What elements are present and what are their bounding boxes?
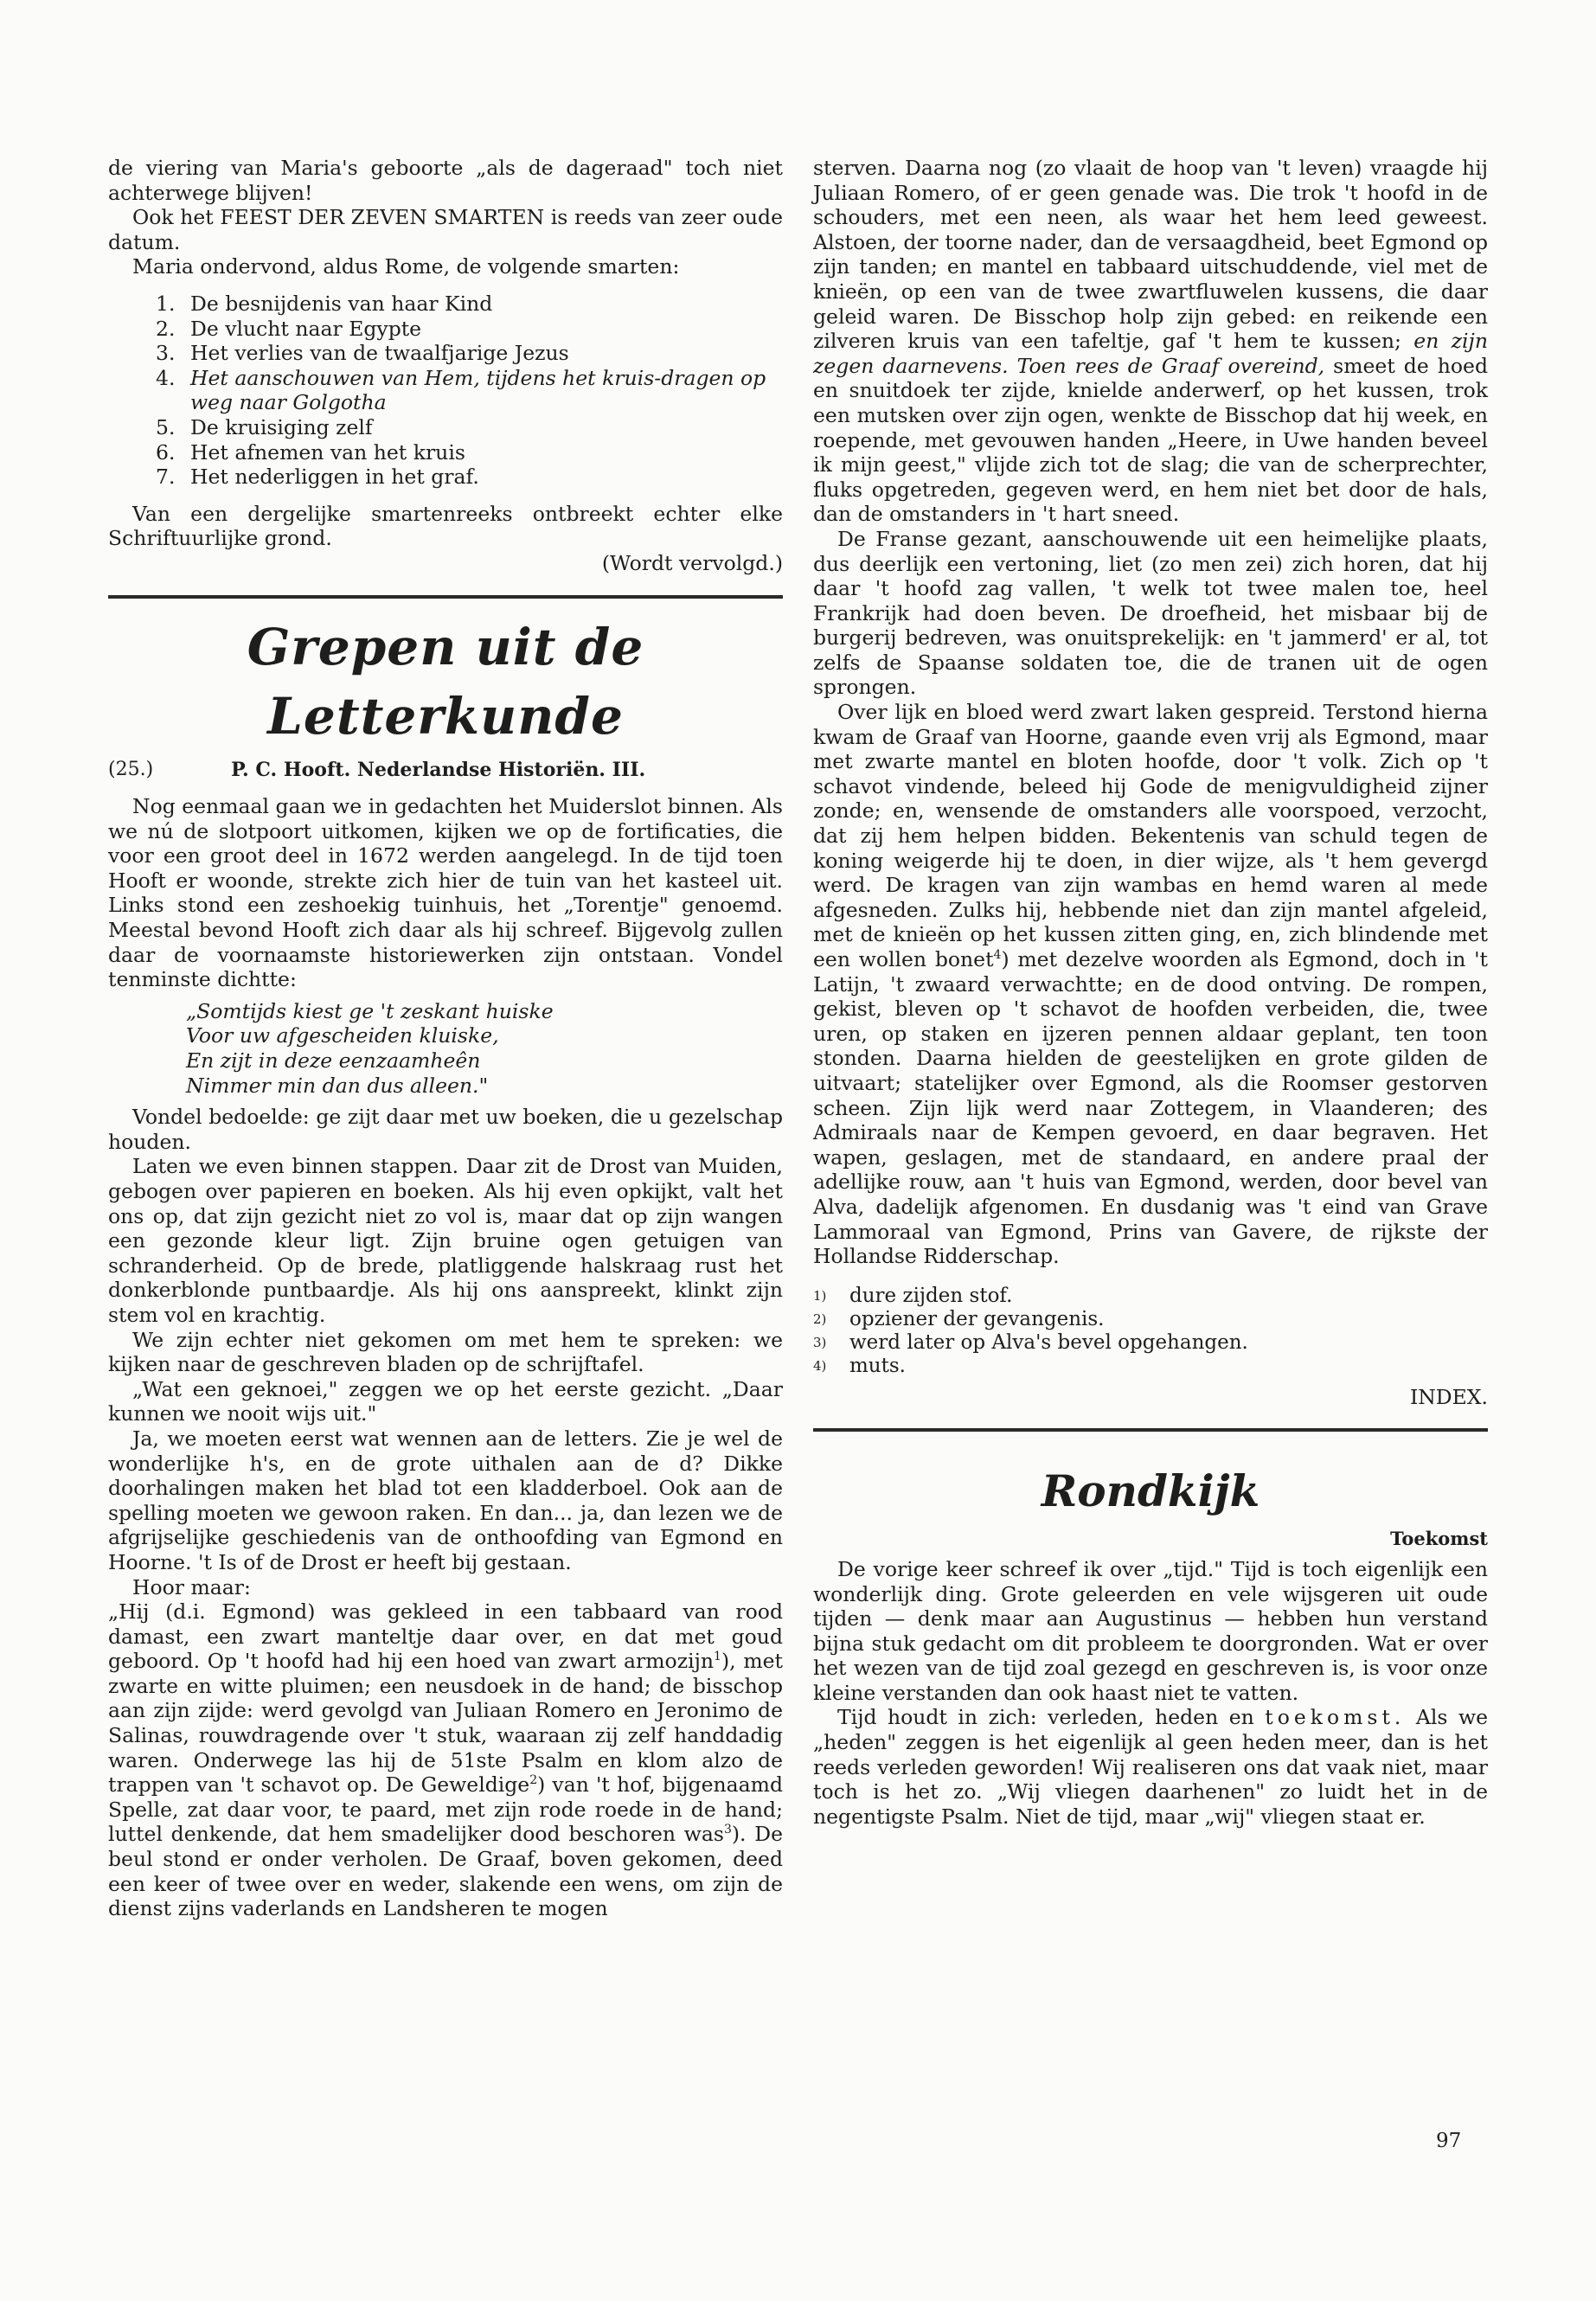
poem <box>108 999 783 1098</box>
poem-line: Voor uw afgescheiden kluiske, <box>186 1023 499 1048</box>
paragraph: De vorige keer schreef ik over „tijd." Tijd is toch eigenlijk een wonderlijk ding. Grote geleerden en vele wijsgeren uit oude tijden — denk maar aan Augustinus — hebben hun verstand bijna stuk gedacht om dit probleem te doorgronden. Wat er over het wezen van de tijd zoal gezegd en geschreven is, is voor onze kleine verstanden dan ook haast niet te vatten. <box>813 1556 1488 1705</box>
paragraph: De Franse gezant, aanschouwende uit een heimelijke plaats, dus deerlijk een vertoning, liet (zo men zei) zich horen, dat hij daar 't hoofd zag vallen, 't welk tot twee malen toe, heel Frankrijk had doen beven. De droefheid, het misbaar bij de burgerij bedreven, was onuitsprekelijk: en 't jammerd' er al, tot zelfs de Spaanse soldaten toe, die de tranen uit de ogen sprongen. <box>813 526 1488 700</box>
paragraph: Nog eenmaal gaan we in gedachten het Muiderslot binnen. Als we nú de slotpoort uitkomen, kijken we op de fortificaties, die voor een groot deel in 1672 werden aangelegd. In de tijd toen Hooft er woonde, strekte zich hier de tuin van het kasteel uit. Links stond een zeshoekig tuinhuis, het „Torentje" genoemd. Meestal bevond Hooft zich daar als hij schreef. Bijgevolg zullen daar de voornaamste historiewerken zijn ontstaan. Vondel tenminste dichtte: <box>108 794 783 992</box>
paragraph: Ook het FEEST DER ZEVEN SMARTEN is reeds van zeer oude datum. <box>108 205 783 254</box>
footnote: 1) dure zijden stof. <box>813 1284 1013 1307</box>
paragraph: Hoor maar: <box>132 1574 251 1599</box>
series-number: (25.) <box>108 758 154 780</box>
paragraph: Over lijk en bloed werd zwart laken gespreid. Terstond hierna kwam de Graaf van Hoorne, gaande even vrij als Egmond, maar met zwarte mantel en bloten hoofde, door 't volk. Zich op 't schavot vindende, beleed hij Gode de menigvuldigheid zijner zonde; en, wensende de omstanders alle voorspoed, verzocht, dat zij hem helpen bidden. Bekentenis van schuld tegen de koning weigerde hij te doen, in dier wijze, als 't hem gevergd werd. De kragen van zijn wambas en hemd waren al mede afgesneden. Zulks hij, hebbende niet dan zijn mantel afgeleid, met de knieën op het kussen zitten ging, en, zich blindende met een wollen bonet$^4$) met dezelve woorden als Egmond, doch in 't Latijn, 't zwaard verwachtte; en de dood ontving. De rompen, gekist, bleven op 't schavot de hoofden verbeiden, die, twee uren, op staken en ijzeren pennen aldaar geplant, ten toon stonden. Daarna hielden de geestelijken en grote gilden de uitvaart; statelijker over Egmond, als die Roomser gestorven scheen. Zijn lijk werd naar Zottegem, in Vlaanderen; des Admiraals naar de Kempen gevoerd, en daar begraven. Het wapen, geslagen, met de standaard, en andere praal der adellijke rouw, aan 't huis van Egmond, werden, door bevel van Alva, dadelijk afgenomen. En dusdanig was 't eind van Grave Lammoraal van Egmond, Prins van Gavere, de rijkste der Hollandse Ridderschap. <box>813 700 1488 1269</box>
page-number: 97 <box>1436 2130 1462 2152</box>
footnote: 4) muts. <box>813 1354 906 1377</box>
list-item: 6. Het afnemen van het kruis <box>156 439 465 465</box>
section-divider <box>108 595 783 599</box>
section-divider <box>813 1428 1488 1432</box>
list-item: 1. De besnijdenis van haar Kind <box>156 291 493 316</box>
quoted-paragraph: „Hij (d.i. Egmond) was gekleed in een tabbaard van rood damast, een zwart manteltje daar over, en dat met goud geboord. Op 't hoofd had hij een hoed van zwart armozijn$^1$), met zwarte en witte pluimen; een neusdoek in de hand; de bisschop aan zijn zijde: werd gevolgd van Juliaan Romero en Jeronimo de Salinas, rouwdragende over 't stuk, waaraan zij zelf handdadig waren. Onderwege las hij de 51ste Psalm en klom alzo de trappen van 't schavot op. De Geweldige$^2$) van 't hof, bijgenaamd Spelle, zat daar voor, te paard, met zijn rode roede in de hand; luttel denkende, dat hem smadelijker dood beschoren was$^3$). De beul stond er onder verholen. De Graaf, boven gekomen, deed een keer of twee over en weder, slakende een wens, om zijn de dienst zijns vaderlands en Landsheren te mogen <box>108 1599 784 1921</box>
footnotes <box>813 1285 1488 1378</box>
paragraph: Tijd houdt in zich: verleden, heden en toekomst. Als we „heden" zeggen is het eigenlijk al geen heden meer, dan is het reeds verleden geworden! Wij realiseren ons dat vaak niet, maar toch is het zo. „Wij vliegen daarhenen" zo luidt het in de negentigste Psalm. Niet de tijd, maar „wij" vliegen staat er. <box>813 1705 1488 1829</box>
paragraph: Laten we even binnen stappen. Daar zit de Drost van Muiden, gebogen over papieren en boeken. Als hij even opkijkt, valt het ons op, dat zijn gezicht niet zo vol is, maar dat op zijn wangen een gezonde kleur ligt. Zijn bruine ogen getuigen van schranderheid. Op de brede, platliggende halskraag rust het donkerblonde puntbaardje. Als hij ons aanspreekt, klinkt zijn stem vol en krachtig. <box>108 1154 783 1327</box>
paragraph: Vondel bedoelde: ge zijt daar met uw boeken, die u gezelschap houden. <box>108 1105 783 1154</box>
paragraph: Van een dergelijke smartenreeks ontbreekt echter elke Schriftuurlijke grond. <box>108 501 783 551</box>
section-heading: Rondkijk <box>1041 1465 1260 1517</box>
subheading: Toekomst <box>1390 1528 1488 1550</box>
list-item: 5. De kruisiging zelf <box>156 414 373 439</box>
paragraph: „Wat een geknoei," zeggen we op het eerste gezicht. „Daar kunnen we nooit wijs uit." <box>108 1376 783 1426</box>
footnote: 3) werd later op Alva's bevel opgehangen. <box>813 1330 1248 1354</box>
list-item: 2. De vlucht naar Egypte <box>156 316 422 341</box>
section-heading: Grepen uit de Letterkunde <box>247 617 644 746</box>
paragraph: We zijn echter niet gekomen om met hem te spreken: we kijken naar de geschreven bladen op de schrijftafel. <box>108 1327 783 1377</box>
paragraph: sterven. Daarna nog (zo vlaait de hoop van 't leven) vraagde hij Juliaan Romero, of er geen genade was. Die trok 't hoofd in de schouders, met een neen, als waar het hem leed geweest. Alstoen, der toorne nader, dan de versaagdheid, beet Egmond op zijn tanden; en mantel en tabbaard uitschuddende, viel met de knieën, op een van de twee zwartfluwelen kussens, die daar geleid waren. De Bisschop holp zijn gebed: en reikende een zilveren kruis van een tafeltje, gaf 't hem te kussen; en zijn zegen daarnevens. Toen rees de Graaf overeind, smeet de hoed en snuitdoek ter zijde, knielde anderwerf, op het kussen, trok een mutsken over zijn ogen, wenkte de Bisschop dat hij week, en roepende, met gevouwen handen „Heere, in Uwe handen beveel ik mijn geest," vlijde zich tot de slag; die van de scherprechter, fluks opgetreden, gegeven werd, en hem niet bet door de hals, dan de omstanders in 't hart sneed. <box>813 156 1488 527</box>
list-item: 4. Het aanschouwen van Hem, tijdens het kruis-dragen op weg naar Golgotha <box>156 365 766 415</box>
poem-line: Nimmer min dan dus alleen." <box>186 1073 489 1098</box>
smarten-list <box>108 292 783 490</box>
poem-line: En zijt in deze eenzaamheên <box>186 1048 481 1074</box>
author-signature: INDEX. <box>1409 1384 1488 1409</box>
right-column <box>813 156 1488 1829</box>
list-item: 3. Het verlies van de twaalfjarige Jezus <box>156 341 569 366</box>
poem-line: „Somtijds kiest ge 't zeskant huiske <box>186 998 554 1023</box>
article-title: P. C. Hooft. Nederlandse Historiën. III. <box>231 758 646 781</box>
list-item: 7. Het nederliggen in het graf. <box>156 465 479 490</box>
left-column <box>108 156 783 1921</box>
to-be-continued: (Wordt vervolgd.) <box>601 550 783 575</box>
footnote: 2) opziener der gevangenis. <box>813 1307 1105 1330</box>
paragraph: de viering van Maria's geboorte „als de dageraad" toch niet achterwege blijven! <box>108 156 783 205</box>
paragraph: Ja, we moeten eerst wat wennen aan de letters. Zie je wel de wonderlijke h's, en de grote uithalen aan de d? Dikke doorhalingen maken het blad tot een kladderboel. Ook aan de spelling moeten we gewoon raken. En dan... ja, dan lezen we de afgrijselijke geschiedenis van de onthoofding van Egmond en Hoorne. 't Is of de Drost er heeft bij gestaan. <box>108 1426 783 1574</box>
byline <box>108 758 783 783</box>
paragraph: Maria ondervond, aldus Rome, de volgende smarten: <box>132 254 680 279</box>
